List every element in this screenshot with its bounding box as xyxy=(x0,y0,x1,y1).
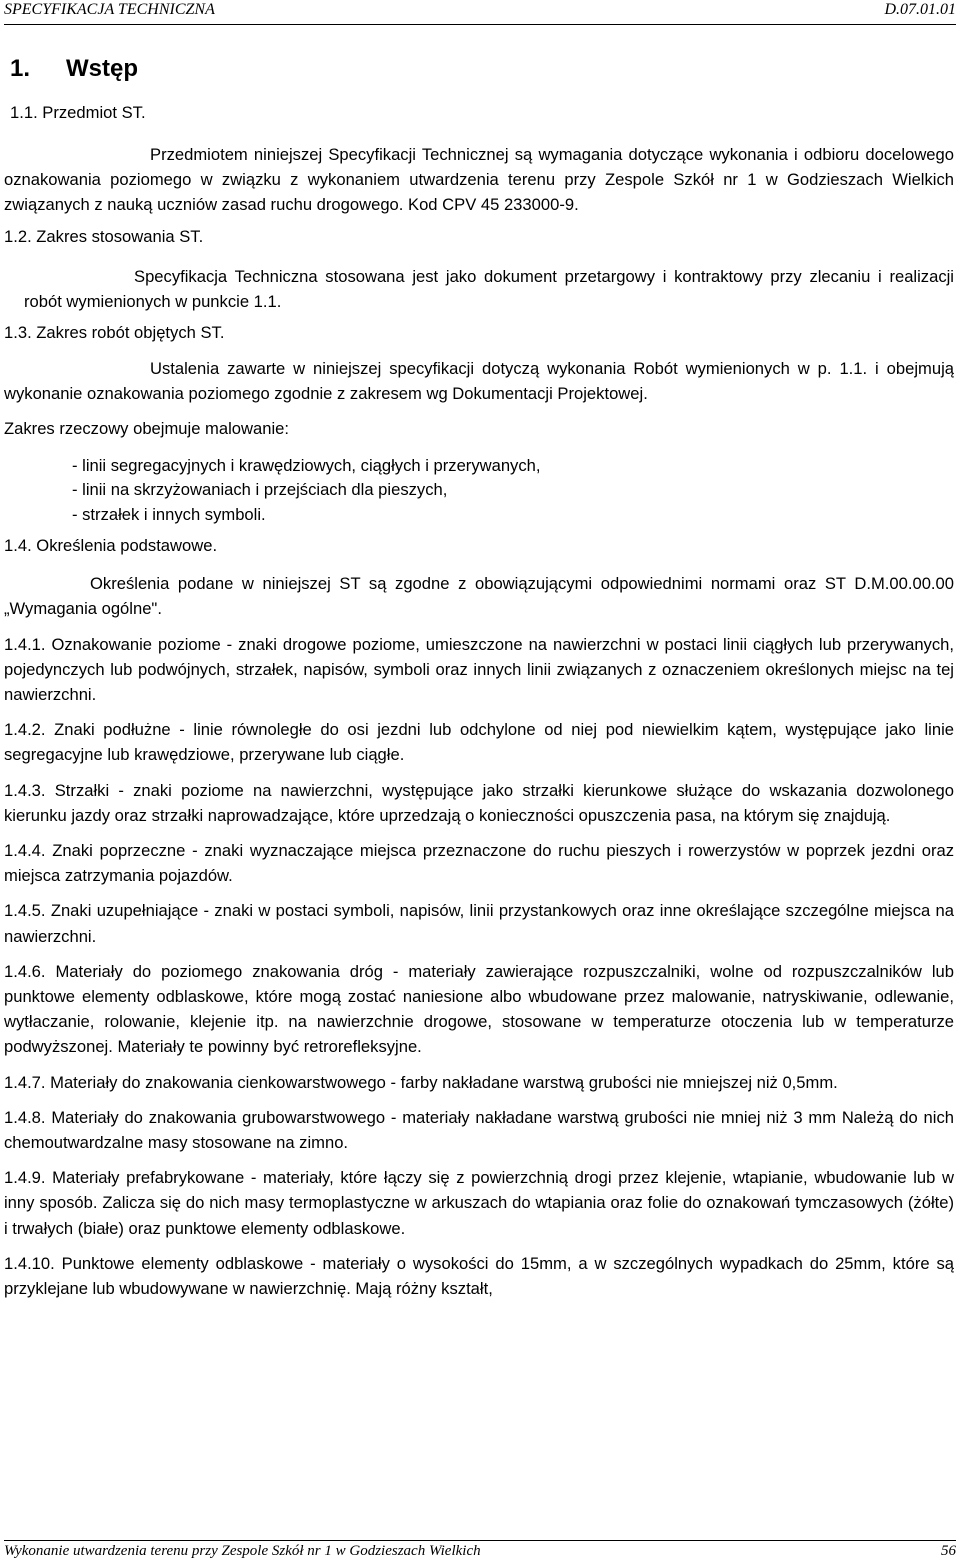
definition-1-4-2: 1.4.2. Znaki podłużne - linie równoległe do osi jezdni lub odchylone od niej pod niewielkim kątem, występujące jako linie segregacyjne lub krawędziowe, przerywane lub ciągłe. xyxy=(4,720,954,765)
definition-1-4-7: 1.4.7. Materiały do znakowania cienkowarstwowego - farby nakładane warstwą grubości nie mniejszej niż 0,5mm. xyxy=(4,1072,838,1092)
definition-1-4-6: 1.4.6. Materiały do poziomego znakowania dróg - materiały zawierające rozpuszczalniki, wolne od rozpuszczalników lub punktowe elementy odblaskowe, które mogą zostać naniesione albo wbudowane przez malowanie, natryskiwanie, odlewanie, wytłaczanie, rolowanie, klejenie itp. na nawierzchnie drogowe, stosowane w temperaturze otoczenia lub w temperaturze podwyższonej. Materiały te powinny być retrorefleksyjne. xyxy=(4,961,954,1057)
definition-1-4-5: 1.4.5. Znaki uzupełniające - znaki w postaci symboli, napisów, linii przystankowych oraz inne określające szczególne miejsca na nawierzchni. xyxy=(4,901,954,946)
definition-1-4-1: 1.4.1. Oznakowanie poziome - znaki drogowe poziome, umieszczone na nawierzchni w postaci linii ciągłych lub przerywanych, pojedynczych lub podwójnych, strzałek, napisów, symboli oraz innych linii związanych z oznaczeniem określonych miejsc na tej nawierzchni. xyxy=(4,634,954,704)
paragraph-1-4-intro: Określenia podane w niniejszej ST są zgodne z obowiązującymi odpowiednimi normami oraz ST D.M.00.00.00 „Wymagania ogólne". xyxy=(4,574,954,619)
paragraph-1-1: Przedmiotem niniejszej Specyfikacji Technicznej są wymagania dotyczące wykonania i odbioru docelowego oznakowania poziomego w związku z wykonaniem utwardzenia terenu przy Zespole Szkół nr 1 w Godzieszach Wielkich związanych z nauką uczniów zasad ruchu drogowego. Kod CPV 45 233000-9. xyxy=(4,145,954,215)
page-footer xyxy=(4,1540,956,1565)
section-number: 1. xyxy=(10,55,31,82)
paragraph-1-3: Ustalenia zawarte w niniejszej specyfikacji dotyczą wykonania Robót wymienionych w p. 1.1. i obejmują wykonanie oznakowania poziomego zgodnie z zakresem wg Dokumentacji Projektowej. xyxy=(4,359,954,404)
heading-1-4: 1.4. Określenia podstawowe. xyxy=(4,536,218,556)
scope-intro: Zakres rzeczowy obejmuje malowanie: xyxy=(4,419,289,439)
page-number: 56 xyxy=(941,1543,956,1559)
section-title xyxy=(10,52,954,86)
paragraph-1-2: Specyfikacja Techniczna stosowana jest jako dokument przetargowy i kontraktowy przy zlecaniu i realizacji robót wymienionych w punkcie 1.1. xyxy=(24,266,954,311)
section-title-text: Wstęp xyxy=(66,55,138,82)
page-header xyxy=(4,0,956,25)
definition-1-4-10: 1.4.10. Punktowe elementy odblaskowe - materiały o wysokości do 15mm, a w szczególnych wypadkach do 25mm, które są przyklejane lub wbudowywane w nawierzchnię. Mają różny kształt, xyxy=(4,1253,954,1298)
definition-1-4-3: 1.4.3. Strzałki - znaki poziome na nawierzchni, występujące jako strzałki kierunkowe służące do wskazania dozwolonego kierunku jazdy oraz strzałki naprowadzające, które uprzedzają o konieczności opuszczenia pasa, na którym się znajdują. xyxy=(4,780,954,825)
definition-1-4-4: 1.4.4. Znaki poprzeczne - znaki wyznaczające miejsca przeznaczone do ruchu pieszych i rowerzystów w poprzek jezdni oraz miejsca zatrzymania pojazdów. xyxy=(4,840,954,886)
footer-title: Wykonanie utwardzenia terenu przy Zespole Szkół nr 1 w Godzieszach Wielkich xyxy=(4,1543,481,1559)
heading-1-2: 1.2. Zakres stosowania ST. xyxy=(4,226,204,246)
scope-list xyxy=(4,454,954,528)
definition-1-4-9: 1.4.9. Materiały prefabrykowane - materiały, które łączy się z powierzchnią drogi przez klejenie, wtapianie, wbudowanie lub w inny sposób. Zalicza się do nich masy termoplastyczne w arkuszach do wtapiania oraz folie do oznakowań tymczasowych (żółte) i trwałych (białe) oraz punktowe elementy odblaskowe. xyxy=(4,1168,954,1238)
document-body xyxy=(4,52,954,1301)
header-title: SPECYFIKACJA TECHNICZNA xyxy=(4,1,215,18)
list-item: - strzałek i innych symboli. xyxy=(72,504,266,524)
list-item: - linii na skrzyżowaniach i przejściach dla pieszych, xyxy=(72,480,448,500)
heading-1-3: 1.3. Zakres robót objętych ST. xyxy=(4,323,225,343)
header-code: D.07.01.01 xyxy=(884,1,956,18)
list-item: - linii segregacyjnych i krawędziowych, ciągłych i przerywanych, xyxy=(72,455,541,475)
definition-1-4-8: 1.4.8. Materiały do znakowania grubowarstwowego - materiały nakładane warstwą grubości nie mniej niż 3 mm Należą do nich chemoutwardzalne masy stosowane na zimno. xyxy=(4,1107,954,1152)
heading-1-1: 1.1. Przedmiot ST. xyxy=(10,103,146,122)
